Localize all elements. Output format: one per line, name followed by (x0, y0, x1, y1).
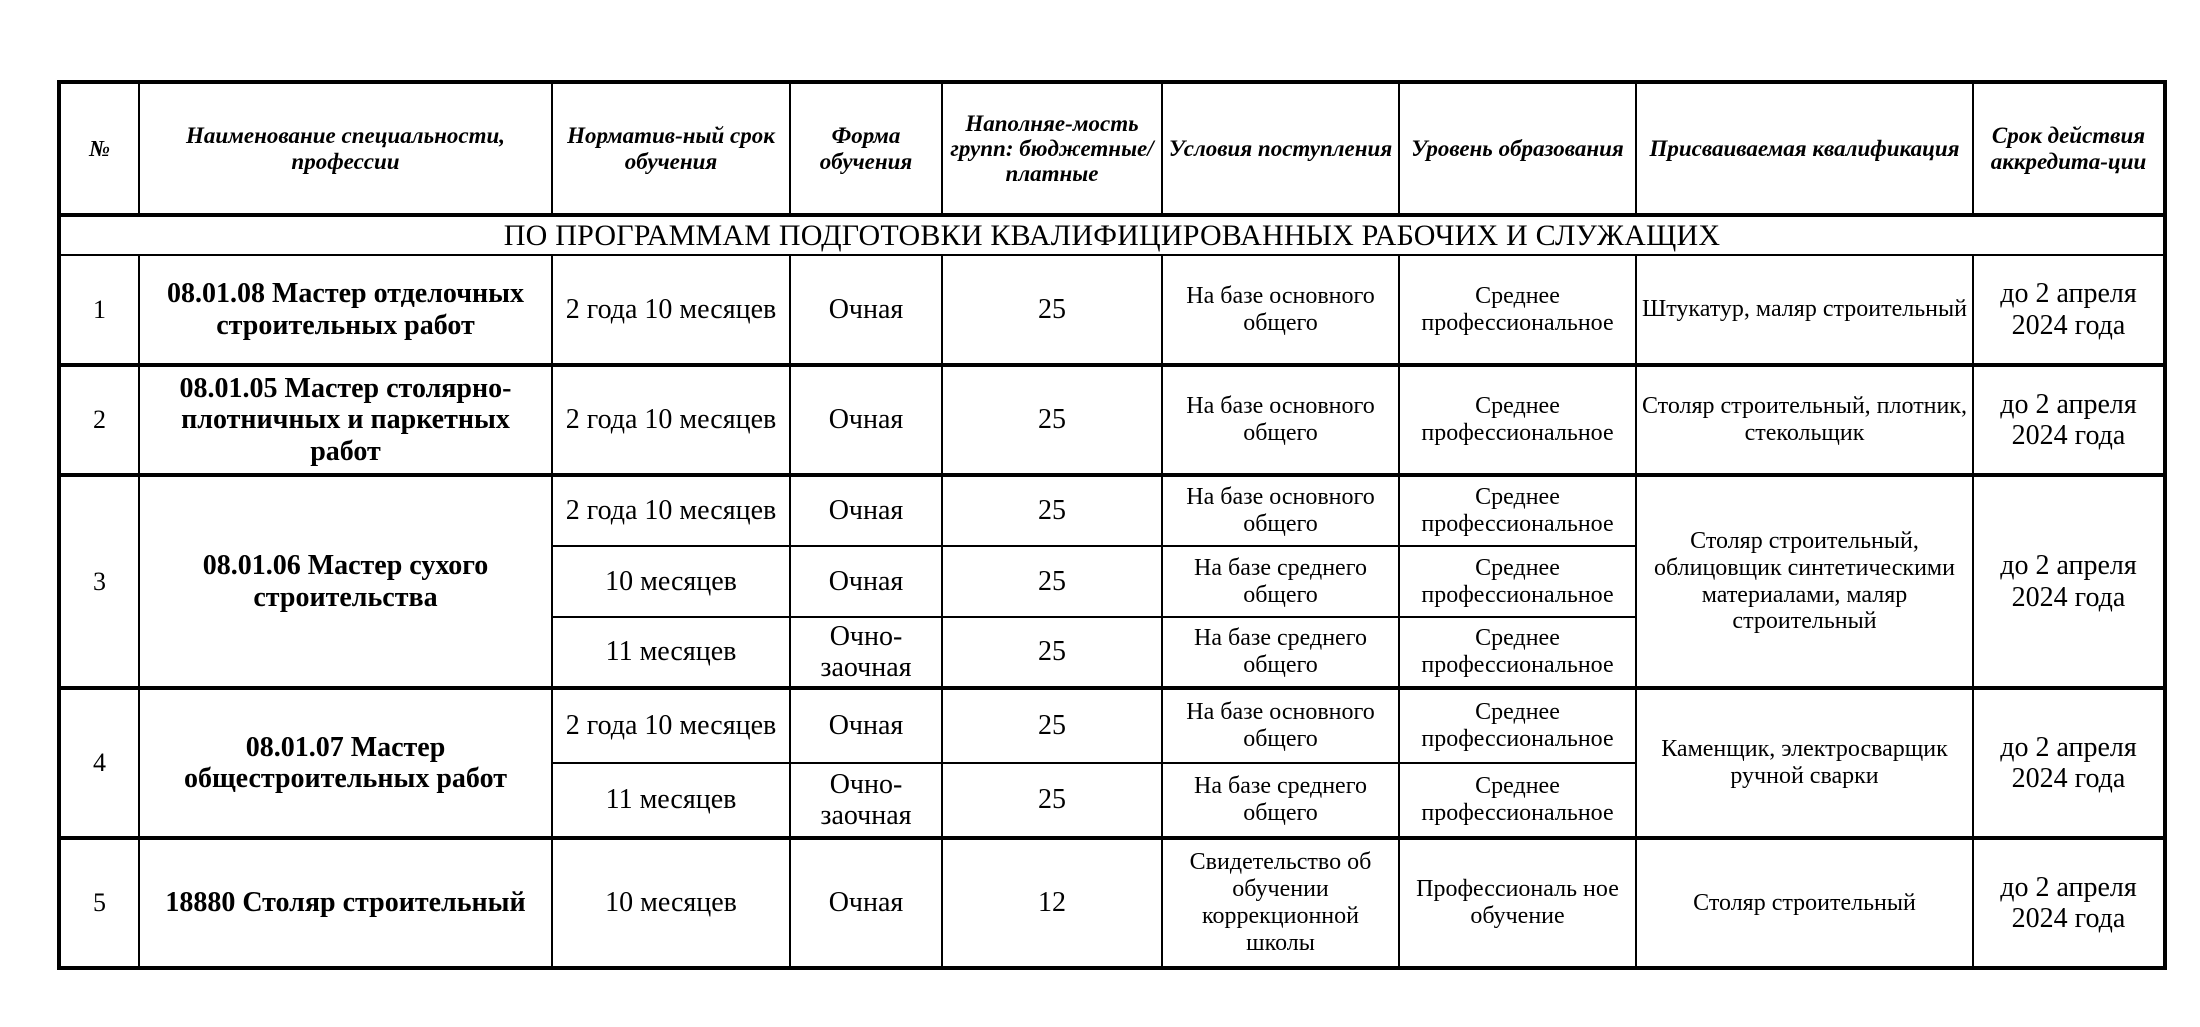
header-groups: Наполняе-мость групп: бюджетные/ платные (942, 82, 1162, 215)
row-qualification: Столяр строительный, плотник, стекольщик (1636, 365, 1973, 475)
row-level: Среднее профессиональное (1399, 546, 1636, 617)
row-groups: 25 (942, 475, 1162, 546)
row-term: 2 года 10 месяцев (552, 365, 790, 475)
row-groups: 25 (942, 255, 1162, 365)
row-term: 10 месяцев (552, 546, 790, 617)
row-admission: На базе основного общего (1162, 255, 1399, 365)
row-admission: На базе основного общего (1162, 475, 1399, 546)
row-admission: На базе среднего общего (1162, 763, 1399, 838)
table-row (59, 838, 2165, 968)
row-num: 1 (59, 255, 139, 365)
row-form: Очная (790, 475, 942, 546)
row-groups: 25 (942, 617, 1162, 688)
row-term: 11 месяцев (552, 617, 790, 688)
header-name: Наименование специальности, профессии (139, 82, 552, 215)
row-name: 08.01.07 Мастер общестроительных работ (139, 688, 552, 838)
row-level: Среднее профессиональное (1399, 475, 1636, 546)
row-accreditation: до 2 апреля 2024 года (1973, 365, 2165, 475)
row-admission: На базе среднего общего (1162, 617, 1399, 688)
row-form: Очная (790, 255, 942, 365)
row-admission: На базе основного общего (1162, 365, 1399, 475)
row-name: 08.01.05 Мастер столярно-плотничных и паркетных работ (139, 365, 552, 475)
row-admission: Свидетельство об обучении коррекционной школы (1162, 838, 1399, 968)
row-accreditation: до 2 апреля 2024 года (1973, 838, 2165, 968)
row-num: 2 (59, 365, 139, 475)
row-qualification: Каменщик, электросварщик ручной сварки (1636, 688, 1973, 838)
row-num: 5 (59, 838, 139, 968)
row-level: Профессиональ ное обучение (1399, 838, 1636, 968)
row-level: Среднее профессиональное (1399, 688, 1636, 763)
row-term: 10 месяцев (552, 838, 790, 968)
header-admission: Условия поступления (1162, 82, 1399, 215)
row-num: 4 (59, 688, 139, 838)
header-term: Норматив-ный срок обучения (552, 82, 790, 215)
row-qualification: Столяр строительный, облицовщик синтетическими материалами, маляр строительный (1636, 475, 1973, 688)
table-row (59, 255, 2165, 365)
row-admission: На базе среднего общего (1162, 546, 1399, 617)
row-term: 2 года 10 месяцев (552, 688, 790, 763)
table-row (59, 365, 2165, 475)
header-form: Форма обучения (790, 82, 942, 215)
row-form: Очно-заочная (790, 763, 942, 838)
row-accreditation: до 2 апреля 2024 года (1973, 475, 2165, 688)
row-num: 3 (59, 475, 139, 688)
row-groups: 12 (942, 838, 1162, 968)
row-admission: На базе основного общего (1162, 688, 1399, 763)
row-qualification: Штукатур, маляр строительный (1636, 255, 1973, 365)
row-form: Очная (790, 365, 942, 475)
header-qualification: Присваиваемая квалификация (1636, 82, 1973, 215)
row-form: Очная (790, 688, 942, 763)
header-level: Уровень образования (1399, 82, 1636, 215)
row-name: 18880 Столяр строительный (139, 838, 552, 968)
row-groups: 25 (942, 688, 1162, 763)
row-form: Очно-заочная (790, 617, 942, 688)
row-groups: 25 (942, 365, 1162, 475)
row-level: Среднее профессиональное (1399, 365, 1636, 475)
row-level: Среднее профессиональное (1399, 617, 1636, 688)
row-term: 2 года 10 месяцев (552, 255, 790, 365)
table-row (59, 475, 2165, 546)
row-qualification: Столяр строительный (1636, 838, 1973, 968)
programs-table (57, 80, 2167, 970)
row-accreditation: до 2 апреля 2024 года (1973, 688, 2165, 838)
header-row (59, 82, 2165, 215)
row-term: 2 года 10 месяцев (552, 475, 790, 546)
row-name: 08.01.08 Мастер отделочных строительных работ (139, 255, 552, 365)
row-term: 11 месяцев (552, 763, 790, 838)
table-row (59, 688, 2165, 763)
row-groups: 25 (942, 763, 1162, 838)
row-groups: 25 (942, 546, 1162, 617)
header-num: № (59, 82, 139, 215)
row-level: Среднее профессиональное (1399, 763, 1636, 838)
row-form: Очная (790, 546, 942, 617)
row-level: Среднее профессиональное (1399, 255, 1636, 365)
section-row (59, 215, 2165, 255)
row-name: 08.01.06 Мастер сухого строительства (139, 475, 552, 688)
header-accreditation: Срок действия аккредита-ции (1973, 82, 2165, 215)
row-accreditation: до 2 апреля 2024 года (1973, 255, 2165, 365)
row-form: Очная (790, 838, 942, 968)
section-title: ПО ПРОГРАММАМ ПОДГОТОВКИ КВАЛИФИЦИРОВАННЫХ РАБОЧИХ И СЛУЖАЩИХ (59, 215, 2165, 255)
